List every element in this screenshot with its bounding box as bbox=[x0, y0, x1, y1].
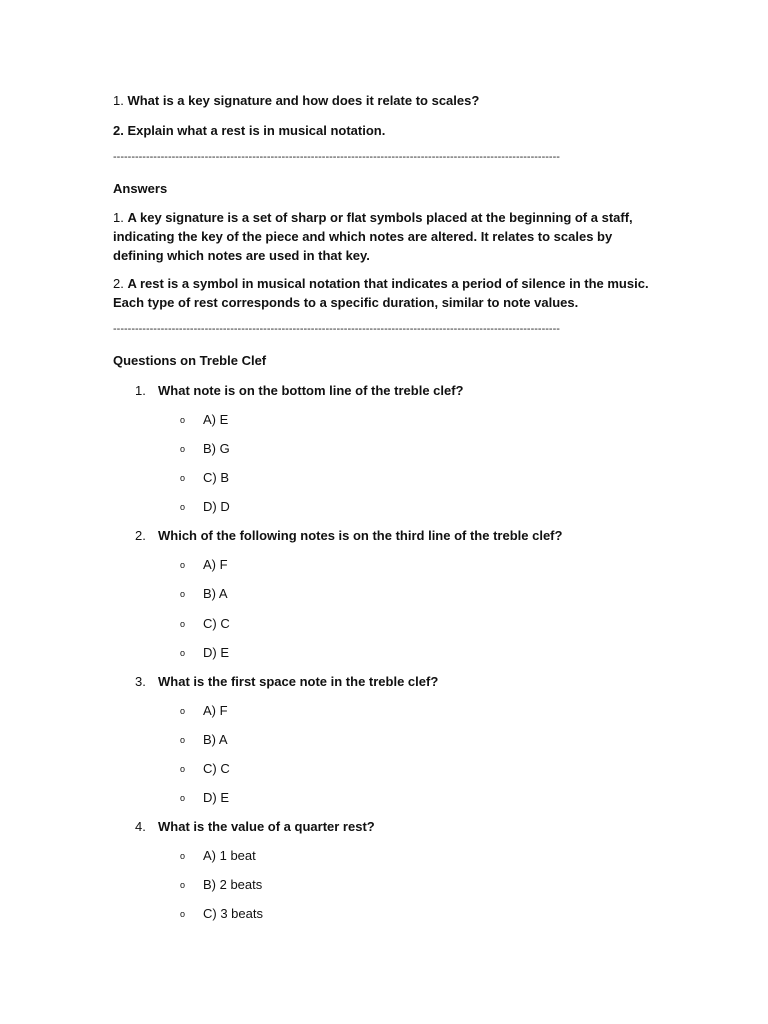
option-text: D) D bbox=[203, 499, 230, 514]
treble-question-3-option-d bbox=[180, 789, 229, 807]
question-text: What note is on the bottom line of the treble clef? bbox=[158, 383, 464, 398]
question-number: 1. bbox=[135, 383, 146, 398]
treble-question-1-option-c bbox=[180, 469, 229, 487]
hollow-bullet-icon: o bbox=[180, 706, 186, 716]
treble-question-2-option-c bbox=[180, 615, 230, 633]
treble-question-3-option-a bbox=[180, 702, 228, 720]
option-text: C) 3 beats bbox=[203, 906, 263, 921]
treble-question-3 bbox=[135, 673, 438, 691]
option-text: A) 1 beat bbox=[203, 848, 256, 863]
option-text: B) 2 beats bbox=[203, 877, 263, 892]
treble-question-2-option-d bbox=[180, 644, 229, 662]
option-text: D) E bbox=[203, 645, 229, 660]
intro-question-1-text: What is a key signature and how does it relate to scales? bbox=[127, 93, 480, 108]
hollow-bullet-icon: o bbox=[180, 909, 186, 919]
hollow-bullet-icon: o bbox=[180, 502, 186, 512]
hollow-bullet-icon: o bbox=[180, 560, 186, 570]
option-text: C) C bbox=[203, 616, 230, 631]
hollow-bullet-icon: o bbox=[180, 735, 186, 745]
option-text: C) B bbox=[203, 470, 229, 485]
hollow-bullet-icon: o bbox=[180, 648, 186, 658]
treble-question-4-option-a bbox=[180, 847, 256, 865]
option-text: C) C bbox=[203, 761, 230, 776]
option-text: B) G bbox=[203, 441, 230, 456]
option-text: B) A bbox=[203, 586, 228, 601]
hollow-bullet-icon: o bbox=[180, 619, 186, 629]
hollow-bullet-icon: o bbox=[180, 851, 186, 861]
hollow-bullet-icon: o bbox=[180, 793, 186, 803]
hollow-bullet-icon: o bbox=[180, 880, 186, 890]
treble-question-2-option-b bbox=[180, 585, 228, 603]
treble-question-1-option-b bbox=[180, 440, 230, 458]
answer-1-text: A key signature is a set of sharp or flat symbols placed at the beginning of a staff, indicating the key of the piece and which notes are altered. It relates to scales by defining which notes are used in that key. bbox=[113, 210, 633, 263]
hollow-bullet-icon: o bbox=[180, 444, 186, 454]
treble-question-4-option-b bbox=[180, 876, 262, 894]
question-number: 4. bbox=[135, 819, 146, 834]
treble-question-3-option-b bbox=[180, 731, 228, 749]
divider-2: -------------------------------------------------------------------------------------------------------------------------- bbox=[113, 323, 560, 335]
answers-heading: Answers bbox=[113, 181, 168, 196]
intro-question-1 bbox=[113, 92, 479, 110]
hollow-bullet-icon: o bbox=[180, 473, 186, 483]
option-text: A) F bbox=[203, 557, 228, 572]
answer-1 bbox=[113, 208, 658, 265]
answer-2 bbox=[113, 274, 658, 312]
treble-question-2 bbox=[135, 527, 562, 545]
answer-1-number: 1. bbox=[113, 210, 124, 225]
hollow-bullet-icon: o bbox=[180, 589, 186, 599]
option-text: D) E bbox=[203, 790, 229, 805]
treble-question-2-option-a bbox=[180, 556, 228, 574]
option-text: B) A bbox=[203, 732, 228, 747]
question-number: 2. bbox=[135, 528, 146, 543]
divider-1: -------------------------------------------------------------------------------------------------------------------------- bbox=[113, 151, 560, 163]
question-number: 3. bbox=[135, 674, 146, 689]
answer-2-text: A rest is a symbol in musical notation that indicates a period of silence in the music. Each type of rest corresponds to a specific duration, similar to note values. bbox=[113, 276, 649, 310]
question-text: Which of the following notes is on the third line of the treble clef? bbox=[158, 528, 563, 543]
option-text: A) E bbox=[203, 412, 229, 427]
treble-question-4-option-c bbox=[180, 905, 263, 923]
question-text: What is the first space note in the treble clef? bbox=[158, 674, 439, 689]
treble-question-4 bbox=[135, 818, 375, 836]
intro-question-2: 2. Explain what a rest is in musical notation. bbox=[113, 123, 386, 138]
hollow-bullet-icon: o bbox=[180, 764, 186, 774]
question-text: What is the value of a quarter rest? bbox=[158, 819, 375, 834]
option-text: A) F bbox=[203, 703, 228, 718]
treble-heading: Questions on Treble Clef bbox=[113, 353, 267, 368]
hollow-bullet-icon: o bbox=[180, 415, 186, 425]
intro-question-1-number: 1. bbox=[113, 93, 124, 108]
treble-question-1 bbox=[135, 382, 464, 400]
answer-2-number: 2. bbox=[113, 276, 124, 291]
treble-question-1-option-d bbox=[180, 498, 230, 516]
treble-question-1-option-a bbox=[180, 411, 228, 429]
treble-question-3-option-c bbox=[180, 760, 230, 778]
